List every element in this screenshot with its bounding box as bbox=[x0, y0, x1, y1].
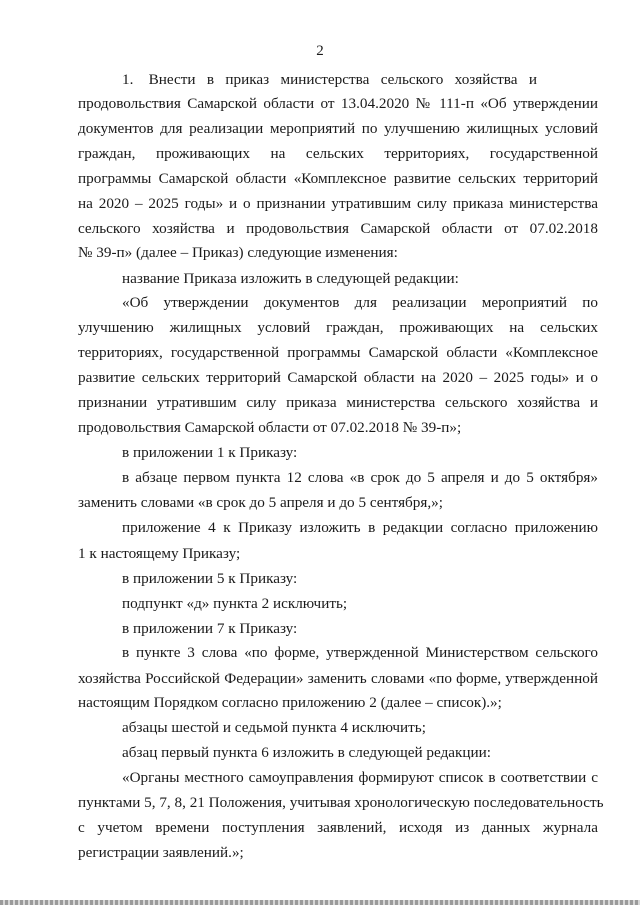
text-line: хозяйства Российской Федерации» заменить словами «по форме, утвержденной bbox=[78, 670, 598, 687]
text-line: 1. Внести в приказ министерства сельского хозяйства и bbox=[122, 71, 538, 88]
text-line: абзацы шестой и седьмой пункта 4 исключить; bbox=[122, 719, 426, 736]
text-line: «Органы местного самоуправления формируют список в соответствии с bbox=[122, 769, 598, 786]
text-line: № 39-п» (далее – Приказ) следующие изменения: bbox=[78, 244, 398, 261]
text-line: на 2020 – 2025 годы» и о признании утратившим силу приказа министерства bbox=[78, 195, 598, 212]
text-line: приложение 4 к Приказу изложить в редакции согласно приложению bbox=[122, 519, 598, 536]
text-line: подпункт «д» пункта 2 исключить; bbox=[122, 595, 348, 612]
text-line: развитие сельских территорий Самарской области на 2020 – 2025 годы» и о bbox=[78, 369, 598, 386]
text-line: в приложении 5 к Приказу: bbox=[122, 570, 298, 587]
text-line: в приложении 7 к Приказу: bbox=[122, 620, 298, 637]
text-line: документов для реализации мероприятий по улучшению жилищных условий bbox=[78, 120, 598, 137]
text-line: абзац первый пункта 6 изложить в следующей редакции: bbox=[122, 744, 492, 761]
text-line: заменить словами «в срок до 5 апреля и до 5 сентября,»; bbox=[78, 494, 443, 511]
text-line: признании утратившим силу приказа министерства сельского хозяйства и bbox=[78, 394, 598, 411]
text-line: пунктами 5, 7, 8, 21 Положения, учитывая хронологическую последовательность bbox=[78, 794, 604, 811]
scan-edge bbox=[0, 900, 640, 905]
text-line: в приложении 1 к Приказу: bbox=[122, 444, 298, 461]
text-line: продовольствия Самарской области от 13.04.2020 № 111-п «Об утверждении bbox=[78, 95, 598, 112]
text-line: с учетом времени поступления заявлений, исходя из данных журнала bbox=[78, 819, 598, 836]
text-line: территориях, государственной программы Самарской области «Комплексное bbox=[78, 344, 598, 361]
text-line: продовольствия Самарской области от 07.02.2018 № 39-п»; bbox=[78, 419, 462, 436]
text-line: «Об утверждении документов для реализации мероприятий по bbox=[122, 294, 598, 311]
text-line: граждан, проживающих на сельских территориях, государственной bbox=[78, 145, 598, 162]
text-line: регистрации заявлений.»; bbox=[78, 844, 244, 861]
text-line: улучшению жилищных условий граждан, проживающих на сельских bbox=[78, 319, 598, 336]
text-line: сельского хозяйства и продовольствия Самарской области от 07.02.2018 bbox=[78, 220, 598, 237]
text-line: 1 к настоящему Приказу; bbox=[78, 545, 241, 562]
page-number: 2 bbox=[316, 43, 324, 59]
text-line: в абзаце первом пункта 12 слова «в срок до 5 апреля и до 5 октября» bbox=[122, 469, 598, 486]
text-line: в пункте 3 слова «по форме, утвержденной Министерством сельского bbox=[122, 644, 598, 661]
text-line: программы Самарской области «Комплексное развитие сельских территорий bbox=[78, 170, 598, 187]
text-line: настоящим Порядком согласно приложению 2 (далее – список).»; bbox=[78, 694, 502, 711]
text-line: название Приказа изложить в следующей редакции: bbox=[122, 270, 459, 287]
